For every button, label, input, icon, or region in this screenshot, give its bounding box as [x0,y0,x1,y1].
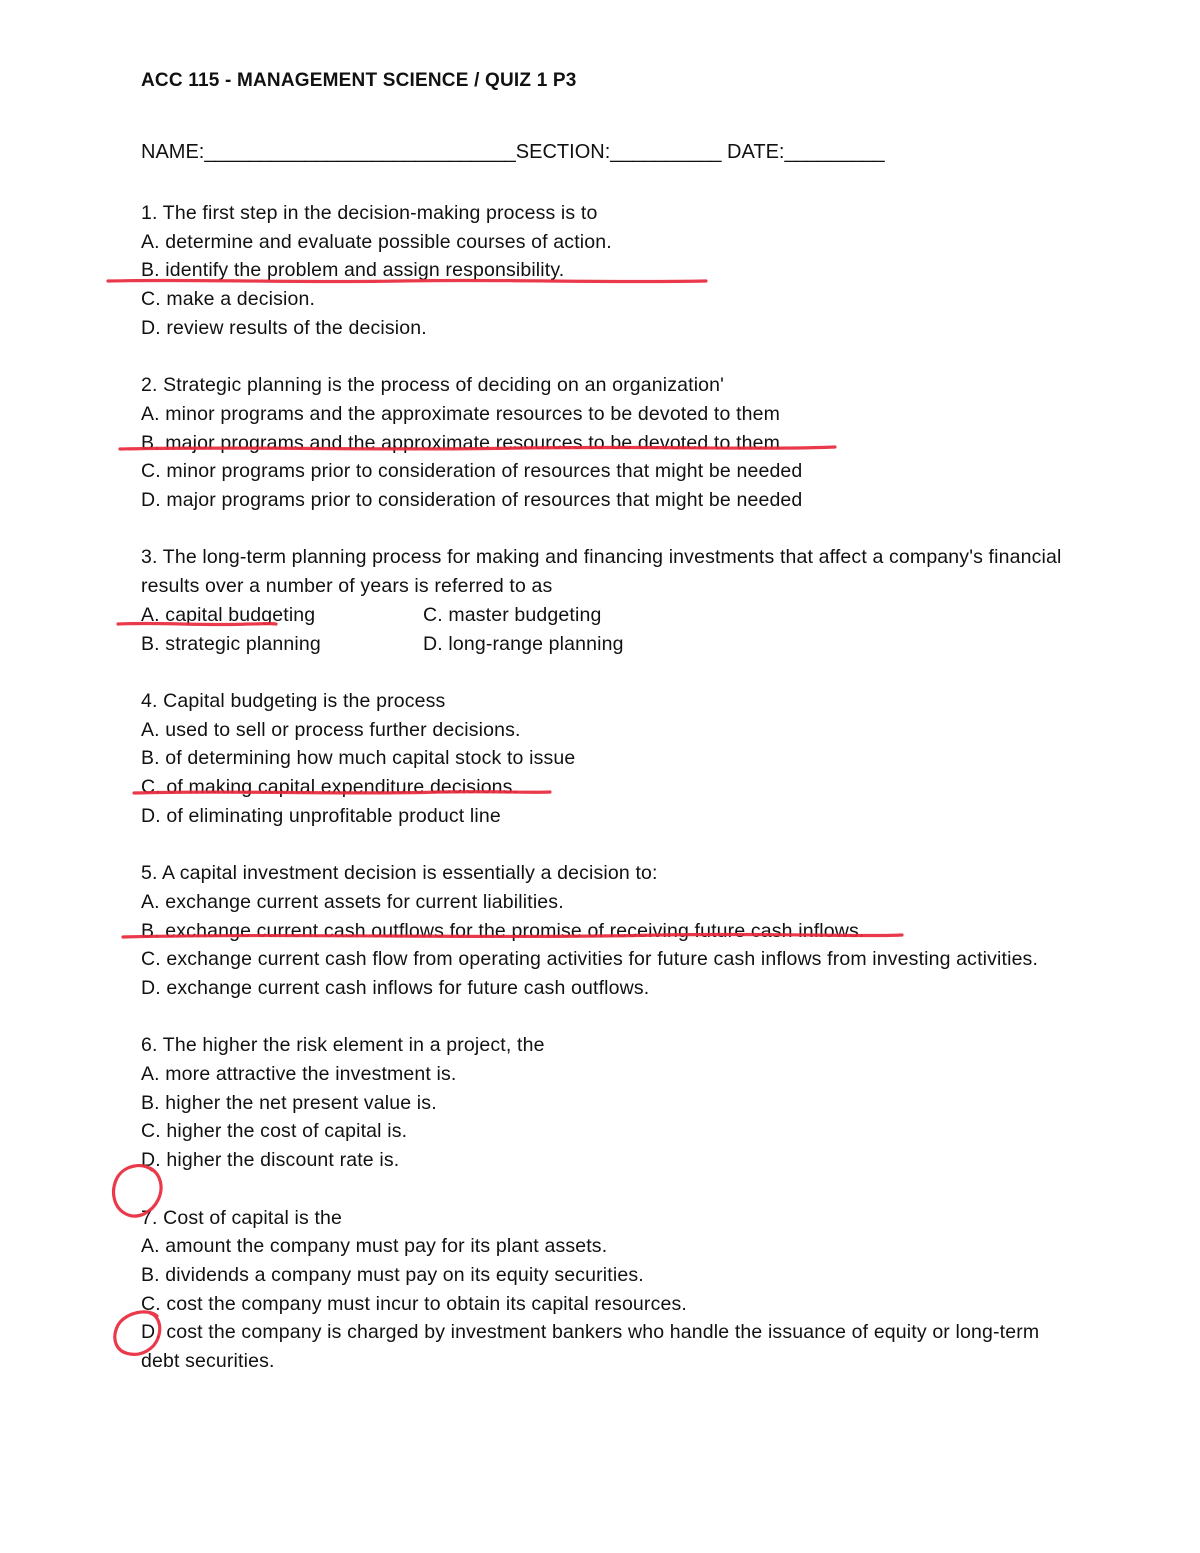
question-3 [141,543,1081,658]
option-a: A. determine and evaluate possible courses of action. [141,230,612,253]
option-b: B. major programs and the approximate resources to be devoted to them [141,431,781,454]
option-d: D. exchange current cash inflows for future cash outflows. [141,976,650,999]
option-a: A. minor programs and the approximate resources to be devoted to them [141,402,781,425]
question-4 [141,687,1081,831]
section-field[interactable]: SECTION:__________ [515,141,722,163]
question-6 [141,1031,1081,1175]
option-d: D. major programs prior to consideration of resources that might be needed [141,489,803,512]
date-field[interactable]: DATE:_________ [727,141,885,163]
option-c: C. cost the company must incur to obtain its capital resources. [141,1292,687,1315]
option-a: A. amount the company must pay for its plant assets. [141,1235,608,1258]
option-a: A. exchange current assets for current liabilities. [141,890,564,913]
option-a: A. more attractive the investment is. [141,1063,457,1086]
option-d: D. long-range planning [423,632,624,655]
question-stem: 7. Cost of capital is the [141,1206,343,1229]
option-c: C. master budgeting [423,603,602,626]
option-b: B. dividends a company must pay on its equity securities. [141,1263,644,1286]
option-b: B. of determining how much capital stock to issue [141,747,576,770]
question-1 [141,199,1081,343]
option-b: B. higher the net present value is. [141,1091,437,1114]
option-d: D. higher the discount rate is. [141,1149,400,1172]
question-5 [141,859,1081,1003]
question-7 [141,1204,1081,1376]
option-a: A. used to sell or process further decisions. [141,718,521,741]
question-stem: 4. Capital budgeting is the process [141,689,446,712]
question-stem: 5. A capital investment decision is essentially a decision to: [141,862,658,885]
question-stem: 2. Strategic planning is the process of deciding on an organization' [141,374,725,397]
option-c: C. minor programs prior to consideration of resources that might be needed [141,460,803,483]
quiz-title: ACC 115 - MANAGEMENT SCIENCE / QUIZ 1 P3 [141,70,577,91]
question-2 [141,371,1081,515]
question-stem: 3. The long-term planning process for making and financing investments that affect a company's financial results over a number of years is referred to as [141,546,1062,598]
option-b: B. exchange current cash outflows for the promise of receiving future cash inflows. [141,919,865,942]
name-field[interactable]: NAME:____________________________ [141,141,516,163]
option-a: A. capital budgeting [141,603,316,626]
option-b: B. identify the problem and assign responsibility. [141,259,565,282]
option-c: C. make a decision. [141,288,316,311]
question-stem: 1. The first step in the decision-making process is to [141,202,598,224]
option-c: C. higher the cost of capital is. [141,1120,408,1143]
option-d: D. cost the company is charged by investment bankers who handle the issuance of equity or long-term debt securities. [141,1321,1040,1373]
option-grid [141,601,1081,658]
option-d: D. review results of the decision. [141,316,427,339]
student-info-fields [141,141,885,164]
question-stem: 6. The higher the risk element in a project, the [141,1034,545,1057]
option-c: C. of making capital expenditure decisions. [141,776,519,799]
option-c: C. exchange current cash flow from operating activities for future cash inflows from investing activities. [141,948,1039,971]
option-b: B. strategic planning [141,632,321,655]
question-list [141,199,1081,1404]
option-d: D. of eliminating unprofitable product line [141,804,501,827]
